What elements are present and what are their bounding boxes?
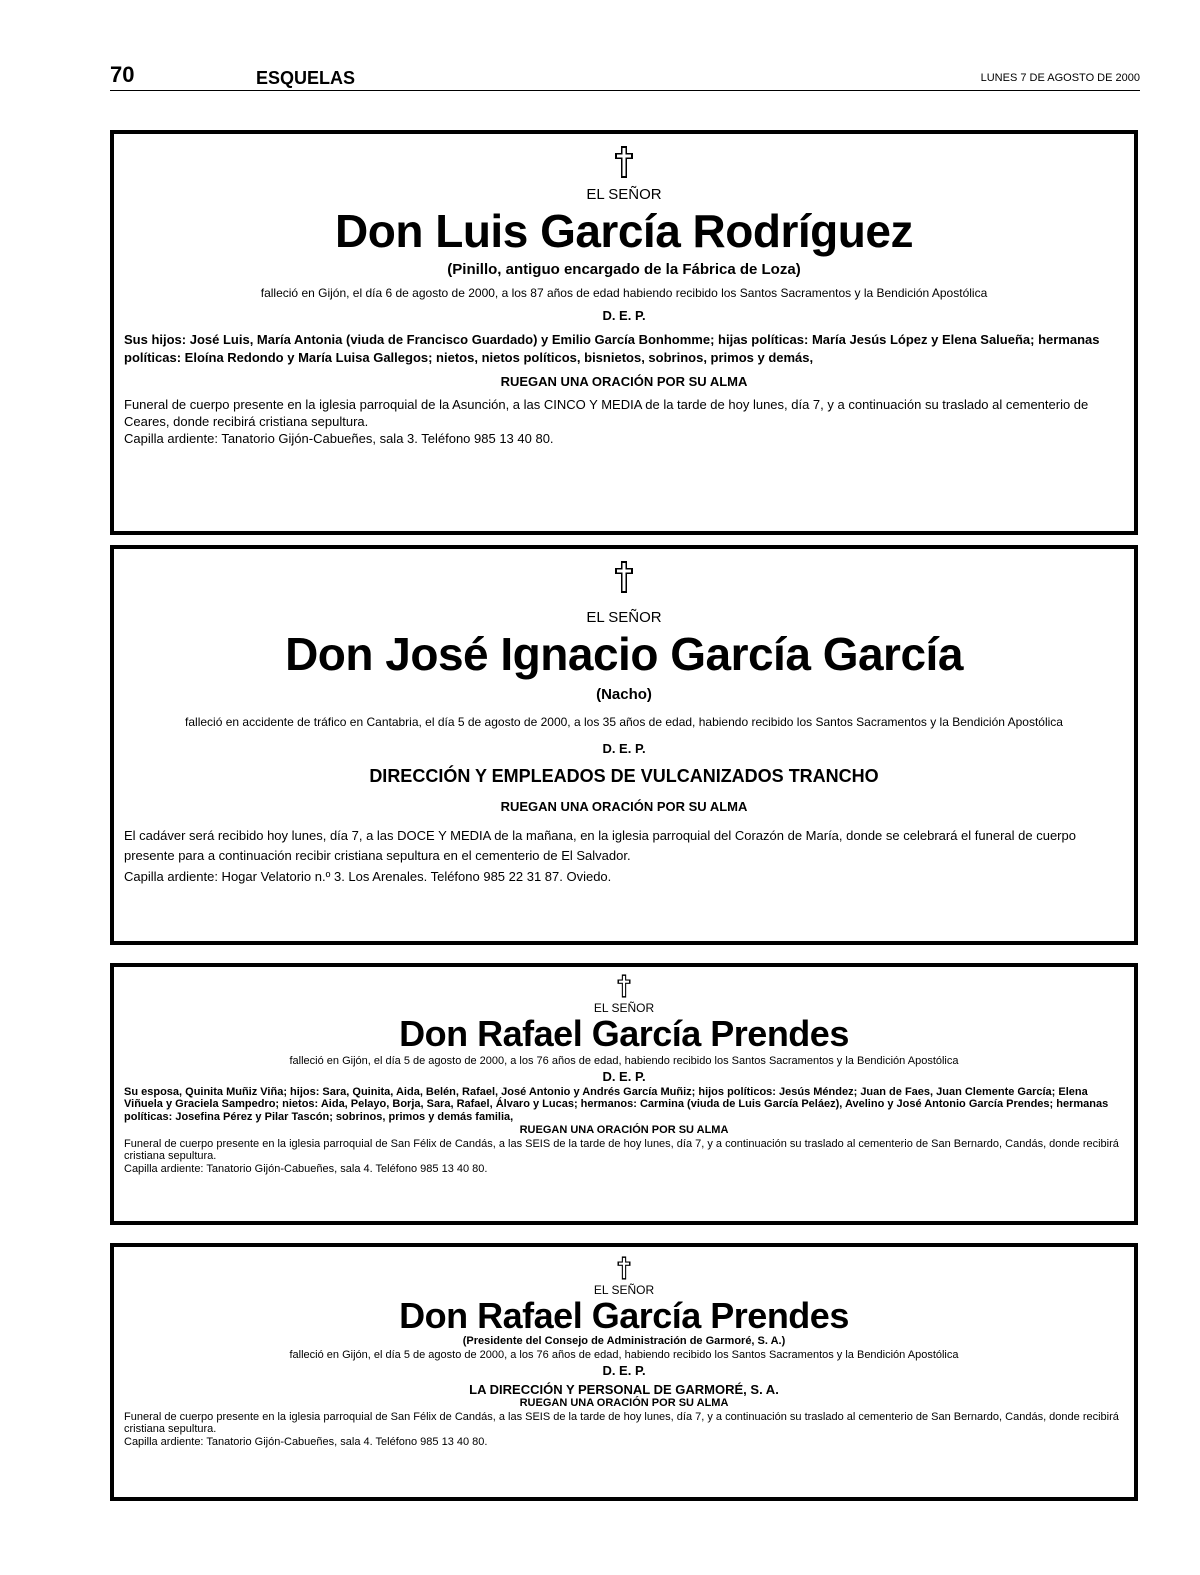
funeral-details <box>124 1138 1124 1176</box>
dep-label: D. E. P. <box>602 1362 646 1378</box>
deceased-name: Don José Ignacio García García <box>285 628 963 680</box>
death-details: falleció en Gijón, el día 5 de agosto de 2000, a los 76 años de edad, habiendo recibido los Santos Sacramentos y la Bendición Apostólica <box>289 1348 959 1361</box>
chapel-details: Capilla ardiente: Hogar Velatorio n.º 3. Los Arenales. Teléfono 985 22 31 87. Oviedo. <box>124 868 612 884</box>
prayer-request: RUEGAN UNA ORACIÓN POR SU ALMA <box>500 799 748 815</box>
obituary-notice <box>110 545 1138 945</box>
deceased-name: Don Rafael García Prendes <box>399 1013 849 1054</box>
death-details: falleció en Gijón, el día 5 de agosto de 2000, a los 76 años de edad, habiendo recibido los Santos Sacramentos y la Bendición Apostólica <box>289 1054 959 1067</box>
page-header <box>110 64 1140 91</box>
chapel-details: Capilla ardiente: Tanatorio Gijón-Cabueñes, sala 3. Teléfono 985 13 40 80. <box>124 431 554 447</box>
funeral-service: Funeral de cuerpo presente en la iglesia parroquial de San Félix de Candás, a las SEIS de la tarde de hoy lunes, día 7, y a continuación su traslado al cementerio de San Bernardo, Candás, donde recibirá cristiana sepultura. <box>124 1410 1119 1436</box>
section-title: ESQUELAS <box>256 68 356 88</box>
honorific: EL SEÑOR <box>586 186 662 203</box>
dep-label: D. E. P. <box>602 741 646 757</box>
deceased-name: Don Luis García Rodríguez <box>335 205 913 257</box>
death-details: falleció en Gijón, el día 6 de agosto de 2000, a los 87 años de edad habiendo recibido los Santos Sacramentos y la Bendición Apostólica <box>260 286 988 301</box>
prayer-request: RUEGAN UNA ORACIÓN POR SU ALMA <box>500 374 748 390</box>
cross-icon <box>613 559 635 595</box>
funeral-service: Funeral de cuerpo presente en la iglesia parroquial de San Félix de Candás, a las SEIS de la tarde de hoy lunes, día 7, y a continuación su traslado al cementerio de San Bernardo, Candás, donde recibirá cristiana sepultura. <box>124 1137 1119 1163</box>
death-details: falleció en accidente de tráfico en Cantabria, el día 5 de agosto de 2000, a los 35 años de edad, habiendo recibido los Santos Sacramentos y la Bendición Apostólica <box>185 715 1063 730</box>
mourning-organization: DIRECCIÓN Y EMPLEADOS DE VULCANIZADOS TRANCHO <box>369 766 879 787</box>
obituary-notice <box>110 963 1138 1225</box>
cross-icon <box>616 1255 632 1281</box>
honorific: EL SEÑOR <box>593 1283 655 1297</box>
honorific: EL SEÑOR <box>593 1001 655 1015</box>
deceased-name: Don Rafael García Prendes <box>399 1295 849 1336</box>
cross-icon <box>616 973 632 999</box>
funeral-details <box>124 826 1124 886</box>
obituary-notice <box>110 130 1138 535</box>
cross-icon <box>613 144 635 180</box>
obituary-notice <box>110 1243 1138 1501</box>
dep-label: D. E. P. <box>602 308 646 324</box>
deceased-subtitle: (Nacho) <box>596 686 652 704</box>
chapel-details: Capilla ardiente: Tanatorio Gijón-Cabueñes, sala 4. Teléfono 985 13 40 80. <box>124 1436 488 1449</box>
page-number: 70 <box>110 62 135 87</box>
funeral-details <box>124 397 1124 448</box>
funeral-details <box>124 1411 1124 1449</box>
deceased-subtitle: (Pinillo, antiguo encargado de la Fábrica de Loza) <box>447 261 801 279</box>
prayer-request: RUEGAN UNA ORACIÓN POR SU ALMA <box>519 1123 729 1136</box>
chapel-details: Capilla ardiente: Tanatorio Gijón-Cabueñes, sala 4. Teléfono 985 13 40 80. <box>124 1163 488 1175</box>
mourning-organization: LA DIRECCIÓN Y PERSONAL DE GARMORÉ, S. A. <box>469 1381 779 1397</box>
mourners-list: Su esposa, Quinita Muñiz Viña; hijos: Sara, Quinita, Aida, Belén, Rafael, José Antonio y Andrés García Muñiz; hijos políticos: Jesús Méndez; Juan de Faes, Juan Clemente García; Elena Viñuela y Graciela Sampedro; nietos: Aida, Pelayo, Borja, Sara, Rafael, Álvaro y Lucas; hermanos: Carmina (viuda de Luis García Peláez), Avelino y José Antonio García Prendes; hermanas políticas: Josefina Pérez y Pilar Tascón; sobrinos, primos y demás familia, <box>124 1085 1109 1124</box>
funeral-service: Funeral de cuerpo presente en la iglesia parroquial de la Asunción, a las CINCO Y MEDIA de la tarde de hoy lunes, día 7, y a continuación su traslado al cementerio de Ceares, donde recibirá cristiana sepultura. <box>124 397 1089 430</box>
funeral-service: El cadáver será recibido hoy lunes, día 7, a las DOCE Y MEDIA de la mañana, en la iglesia parroquial del Corazón de María, donde se celebrará el funeral de cuerpo presente para a continuación recibir cristiana sepultura en el cementerio de El Salvador. <box>124 828 1076 864</box>
issue-date: LUNES 7 DE AGOSTO DE 2000 <box>980 72 1140 84</box>
honorific: EL SEÑOR <box>586 609 662 626</box>
mourners-list: Sus hijos: José Luis, María Antonia (viuda de Francisco Guardado) y Emilio García Bonhomme; hijas políticas: María Jesús López y Elena Salueña; hermanas políticas: Eloína Redondo y María Luisa Gallegos; nietos, nietos políticos, bisnietos, sobrinos, primos y demás, <box>124 332 1100 365</box>
dep-label: D. E. P. <box>602 1068 646 1084</box>
prayer-request: RUEGAN UNA ORACIÓN POR SU ALMA <box>519 1396 729 1409</box>
deceased-subtitle: (Presidente del Consejo de Administración de Garmoré, S. A.) <box>462 1334 786 1347</box>
